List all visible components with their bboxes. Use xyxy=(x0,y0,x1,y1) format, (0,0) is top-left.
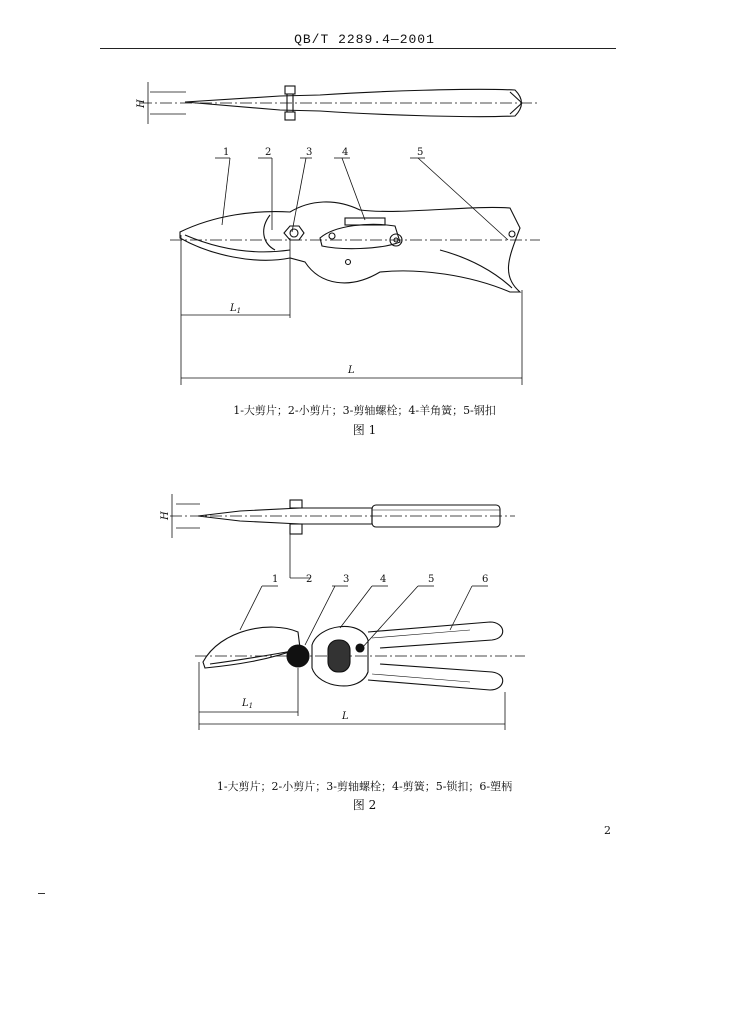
figure-1-dim-l1: $L_1$ xyxy=(230,303,242,315)
figure-2-callout-4: 4 xyxy=(380,574,387,585)
figure-2-callout-5: 5 xyxy=(428,574,435,585)
figure-2-dim-l1: $L_1$ xyxy=(242,698,254,710)
figure-2-dim-l: L xyxy=(342,711,349,722)
figure-1-top-view xyxy=(140,82,540,124)
figure-2-callout-1: 1 xyxy=(272,574,279,585)
figure-1-dim-h: H xyxy=(136,99,147,108)
figure-1-caption: 1-大剪片；2-小剪片；3-剪轴螺栓；4-羊角簧；5-钢扣 xyxy=(233,404,496,417)
figure-2-drawing xyxy=(0,480,729,770)
figure-2-callout-leaders xyxy=(240,528,488,648)
figure-2-dim-h: H xyxy=(160,511,171,520)
figure-1-drawing xyxy=(0,70,729,400)
page-number: 2 xyxy=(604,824,611,837)
figure-2-label: 图 2 xyxy=(352,798,377,812)
figure-1-callout-4: 4 xyxy=(342,147,349,158)
figure-2-top-view xyxy=(170,494,515,538)
figure-2-dimensions xyxy=(199,662,505,730)
figure-2-callout-6: 6 xyxy=(482,574,489,585)
figure-2-callout-2: 2 xyxy=(306,574,313,585)
figure-2-callout-3: 3 xyxy=(343,574,350,585)
figure-1-label: 图 1 xyxy=(352,423,377,437)
standard-code: QB/T 2289.4—2001 xyxy=(294,32,435,47)
figure-1-side-view xyxy=(170,202,540,292)
figure-1-callout-5: 5 xyxy=(417,147,424,158)
figure-1-dim-l: L xyxy=(348,365,355,376)
figure-1-callout-3: 3 xyxy=(306,147,313,158)
figure-1-callout-1: 1 xyxy=(223,147,230,158)
scan-mark xyxy=(38,893,45,894)
figure-2-caption: 1-大剪片；2-小剪片；3-剪轴螺栓；4-剪簧；5-锁扣；6-塑柄 xyxy=(216,780,513,793)
figure-2-side-view xyxy=(195,622,525,690)
figure-1-callout-2: 2 xyxy=(265,147,272,158)
figure-1-callout-leaders xyxy=(215,158,508,240)
header-rule xyxy=(100,48,616,49)
